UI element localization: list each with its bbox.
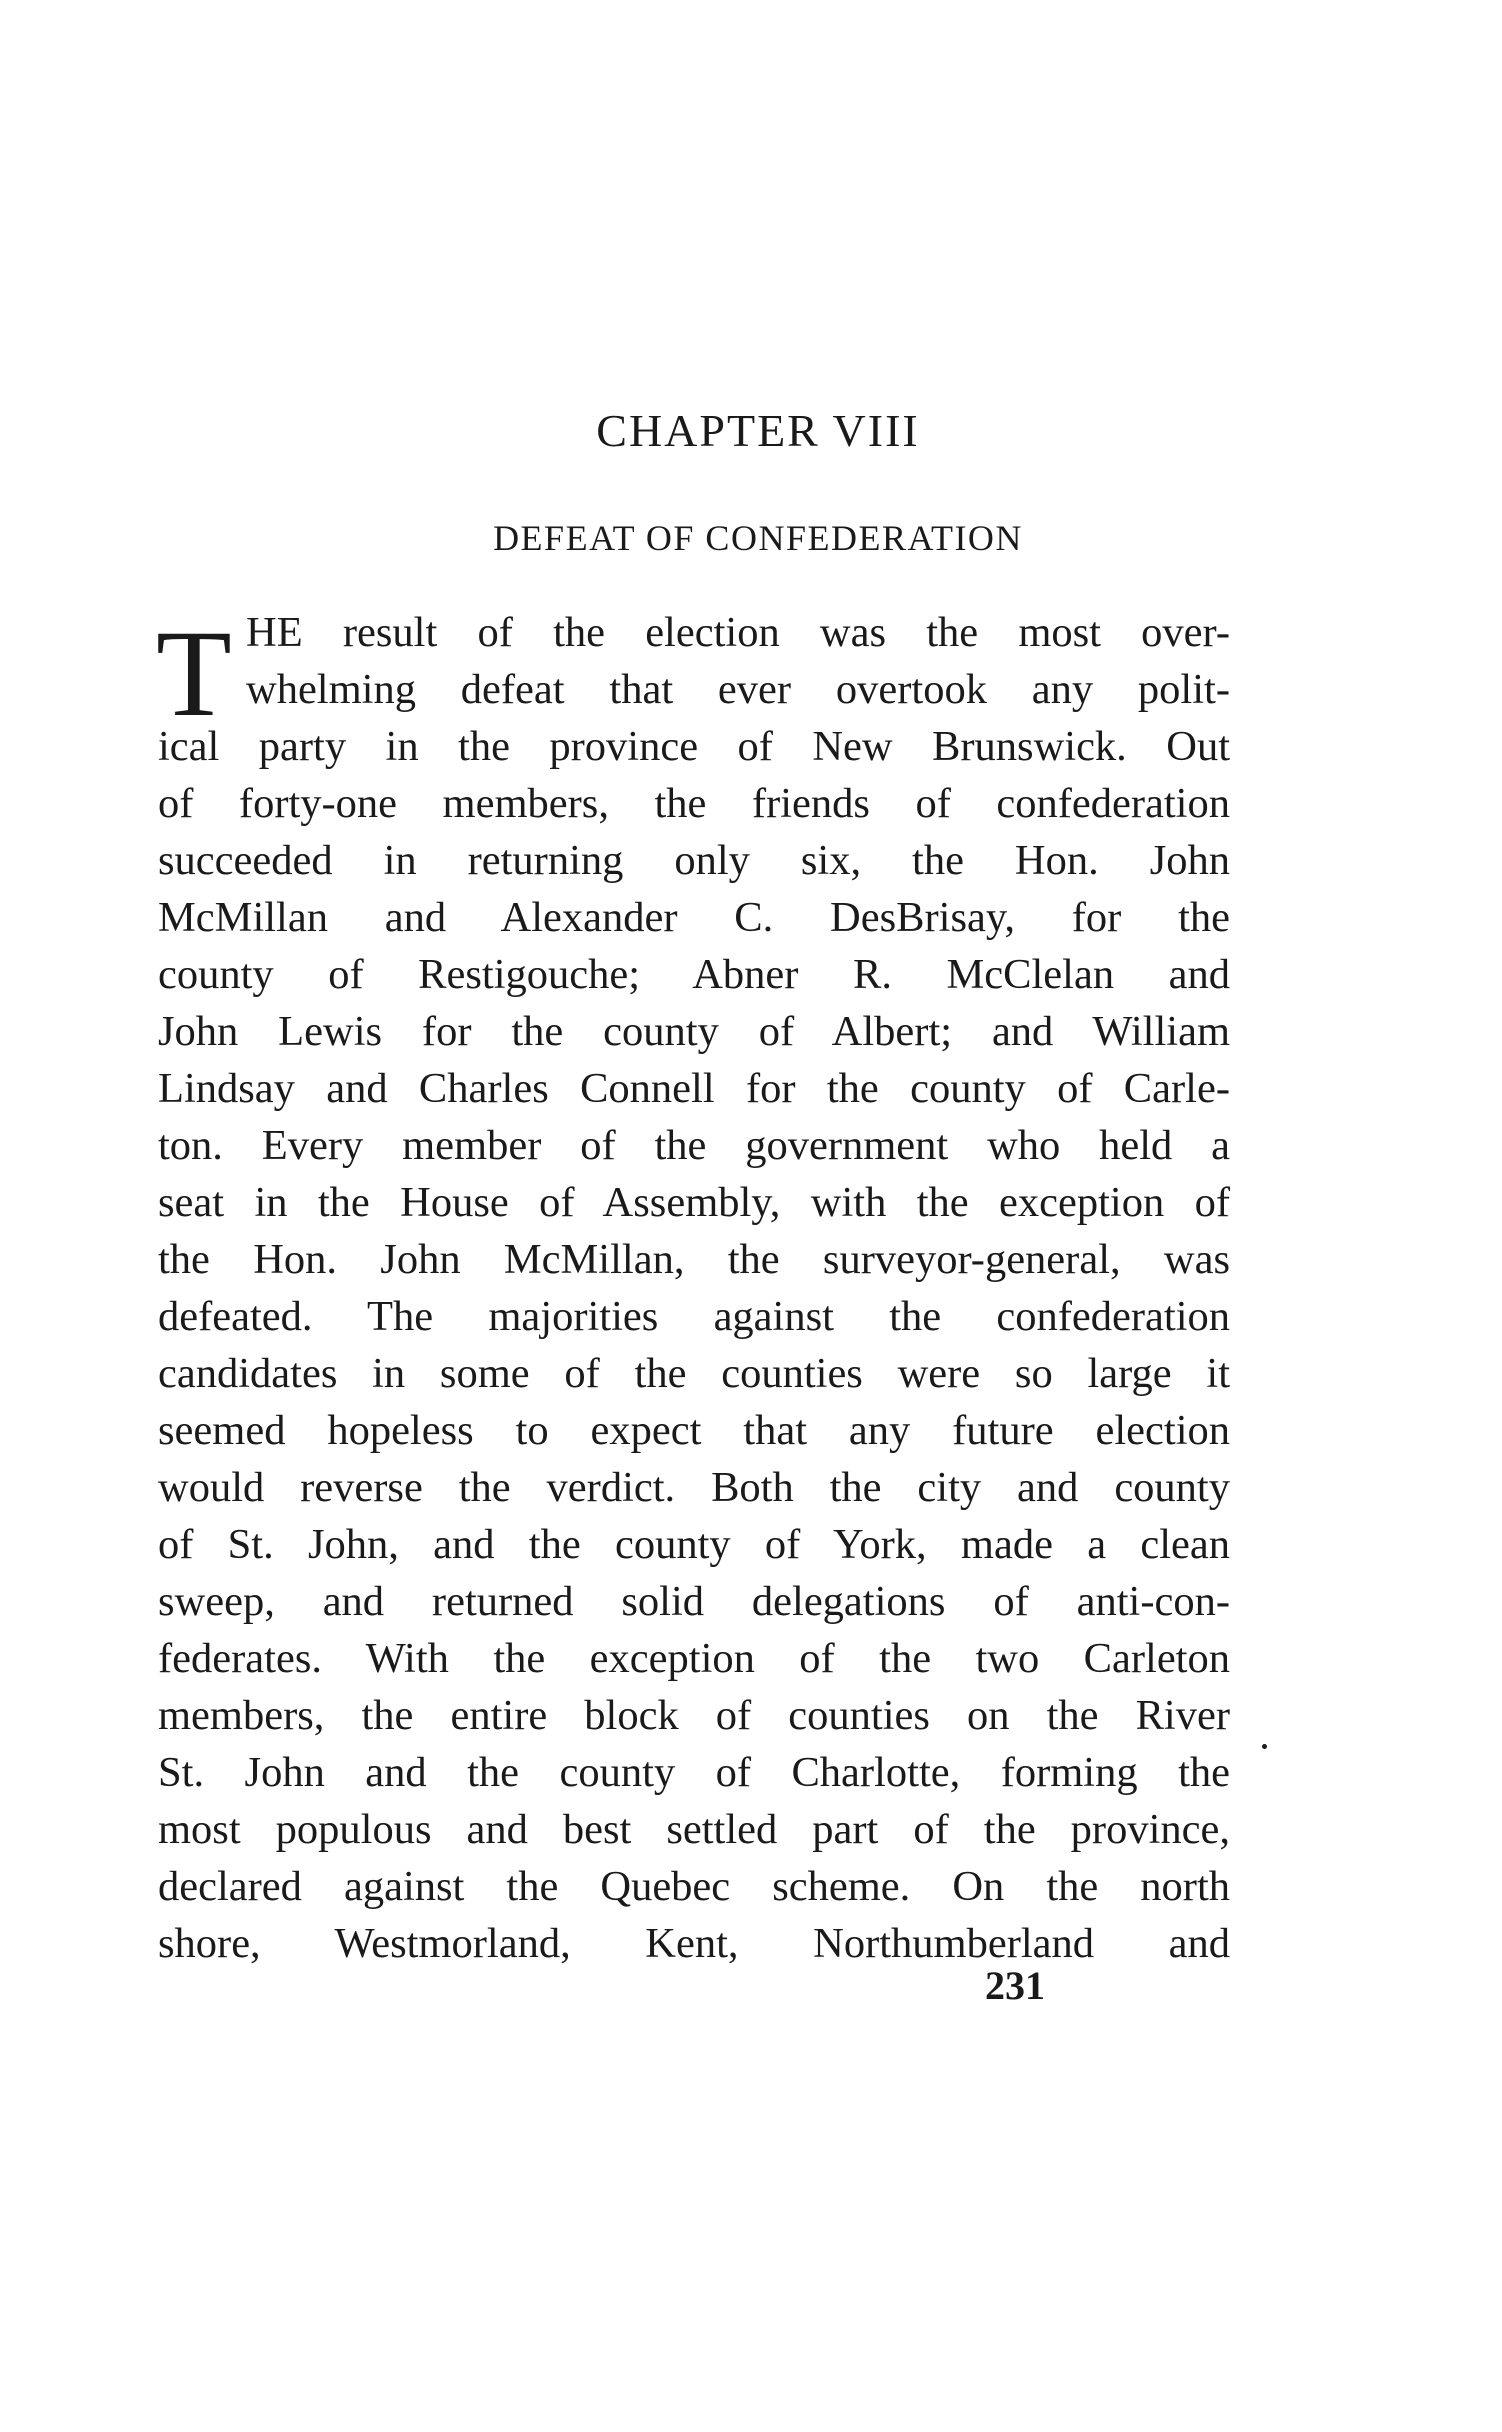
page-number: 231 (985, 1963, 1045, 2008)
text-line: succeeded in returning only six, the Hon. John (158, 837, 1230, 884)
text-line: candidates in some of the counties were so large it (158, 1350, 1230, 1397)
text-line: federates. With the exception of the two Carleton (158, 1635, 1230, 1682)
chapter-title: CHAPTER VIII (596, 405, 920, 456)
text-line: whelming defeat that ever overtook any polit- (246, 666, 1230, 713)
body-text (158, 604, 1230, 1972)
text-line: ton. Every member of the government who held a (158, 1122, 1230, 1169)
text-line: HE result of the election was the most over- (246, 609, 1230, 656)
text-line: ical party in the province of New Brunswick. Out (158, 723, 1230, 770)
text-line: of forty-one members, the friends of confederation (158, 780, 1230, 827)
chapter-subtitle: DEFEAT OF CONFEDERATION (493, 518, 1023, 558)
text-line: John Lewis for the county of Albert; and William (158, 1008, 1230, 1055)
text-line: county of Restigouche; Abner R. McClelan and (158, 951, 1230, 998)
print-speck (1262, 1744, 1267, 1749)
text-line: St. John and the county of Charlotte, forming the (158, 1749, 1230, 1796)
drop-cap: T (156, 605, 232, 742)
text-line: members, the entire block of counties on the River (158, 1692, 1230, 1739)
text-line: McMillan and Alexander C. DesBrisay, for the (158, 894, 1230, 941)
text-line: most populous and best settled part of the province, (158, 1806, 1230, 1853)
text-line: seemed hopeless to expect that any future election (158, 1407, 1230, 1454)
text-line: sweep, and returned solid delegations of anti-con- (158, 1578, 1230, 1625)
text-line: Lindsay and Charles Connell for the county of Carle- (158, 1065, 1230, 1112)
text-line: declared against the Quebec scheme. On the north (158, 1863, 1230, 1910)
text-line: the Hon. John McMillan, the surveyor-general, was (158, 1236, 1230, 1283)
text-line: would reverse the verdict. Both the city and county (158, 1464, 1230, 1511)
text-line: seat in the House of Assembly, with the exception of (158, 1179, 1230, 1226)
text-line: shore, Westmorland, Kent, Northumberland and (158, 1920, 1230, 1967)
text-line: defeated. The majorities against the confederation (158, 1293, 1230, 1340)
text-line: of St. John, and the county of York, made a clean (158, 1521, 1230, 1568)
